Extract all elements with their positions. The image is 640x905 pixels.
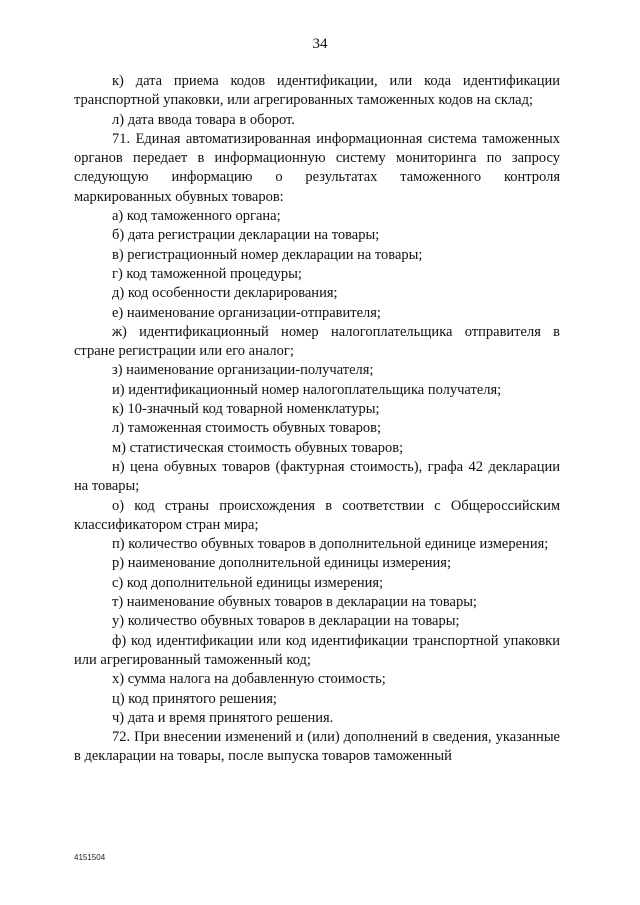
list-item-i: и) идентификационный номер налогоплательщика получателя; — [112, 381, 502, 398]
list-item-kh: х) сумма налога на добавленную стоимость; — [112, 671, 386, 688]
list-item-m: м) статистическая стоимость обувных товаров; — [112, 439, 404, 456]
list-item-k: к) 10-значный код товарной номенклатуры; — [112, 401, 380, 418]
list-item-n: н) цена обувных товаров (фактурная стоимость), графа 42 декларации на товары; — [74, 458, 560, 495]
list-item-l: л) таможенная стоимость обувных товаров; — [112, 420, 382, 437]
list-item-b: б) дата регистрации декларации на товары; — [112, 227, 380, 244]
list-item-t: т) наименование обувных товаров в декларации на товары; — [112, 594, 477, 611]
list-item-p: п) количество обувных товаров в дополнительной единице измерения; — [112, 536, 549, 553]
list-item-l-circulation-date: л) дата ввода товара в оборот. — [112, 111, 295, 128]
list-item-zh: ж) идентификационный номер налогоплательщика отправителя в стране регистрации или его аналог; — [74, 323, 560, 360]
page-number: 34 — [312, 36, 328, 52]
list-item-ch: ч) дата и время принятого решения. — [112, 709, 334, 726]
list-item-e: е) наименование организации-отправителя; — [112, 304, 381, 321]
paragraph-72: 72. При внесении изменений и (или) дополнений в сведения, указанные в декларации на товары, после выпуска товаров таможенный — [74, 729, 560, 765]
list-item-g: г) код таможенной процедуры; — [112, 265, 302, 282]
document-body — [74, 72, 560, 767]
list-item-d: д) код особенности декларирования; — [112, 285, 338, 302]
list-item-z: з) наименование организации-получателя; — [112, 362, 374, 379]
list-item-u: у) количество обувных товаров в декларации на товары; — [112, 613, 460, 630]
list-item-r: р) наименование дополнительной единицы измерения; — [112, 555, 451, 572]
list-item-k-receipt-date: к) дата приема кодов идентификации, или кода идентификации транспортной упаковки, или агрегированных таможенных кодов на склад; — [74, 73, 560, 109]
list-item-ts: ц) код принятого решения; — [112, 690, 277, 707]
list-item-f: ф) код идентификации или код идентификации транспортной упаковки или агрегированный таможенный код; — [74, 632, 560, 668]
footer-document-code: 4151504 — [74, 853, 106, 862]
paragraph-71: 71. Единая автоматизированная информационная система таможенных органов передает в информационную систему мониторинга по запросу следующую информацию о результатах таможенного контроля маркированных обувных товаров: — [74, 130, 560, 205]
list-item-a: а) код таможенного органа; — [112, 208, 281, 225]
list-item-s: с) код дополнительной единицы измерения; — [112, 574, 384, 591]
list-item-o: о) код страны происхождения в соответствии с Общероссийским классификатором стран мира; — [74, 497, 560, 533]
list-item-v: в) регистрационный номер декларации на товары; — [112, 246, 423, 263]
